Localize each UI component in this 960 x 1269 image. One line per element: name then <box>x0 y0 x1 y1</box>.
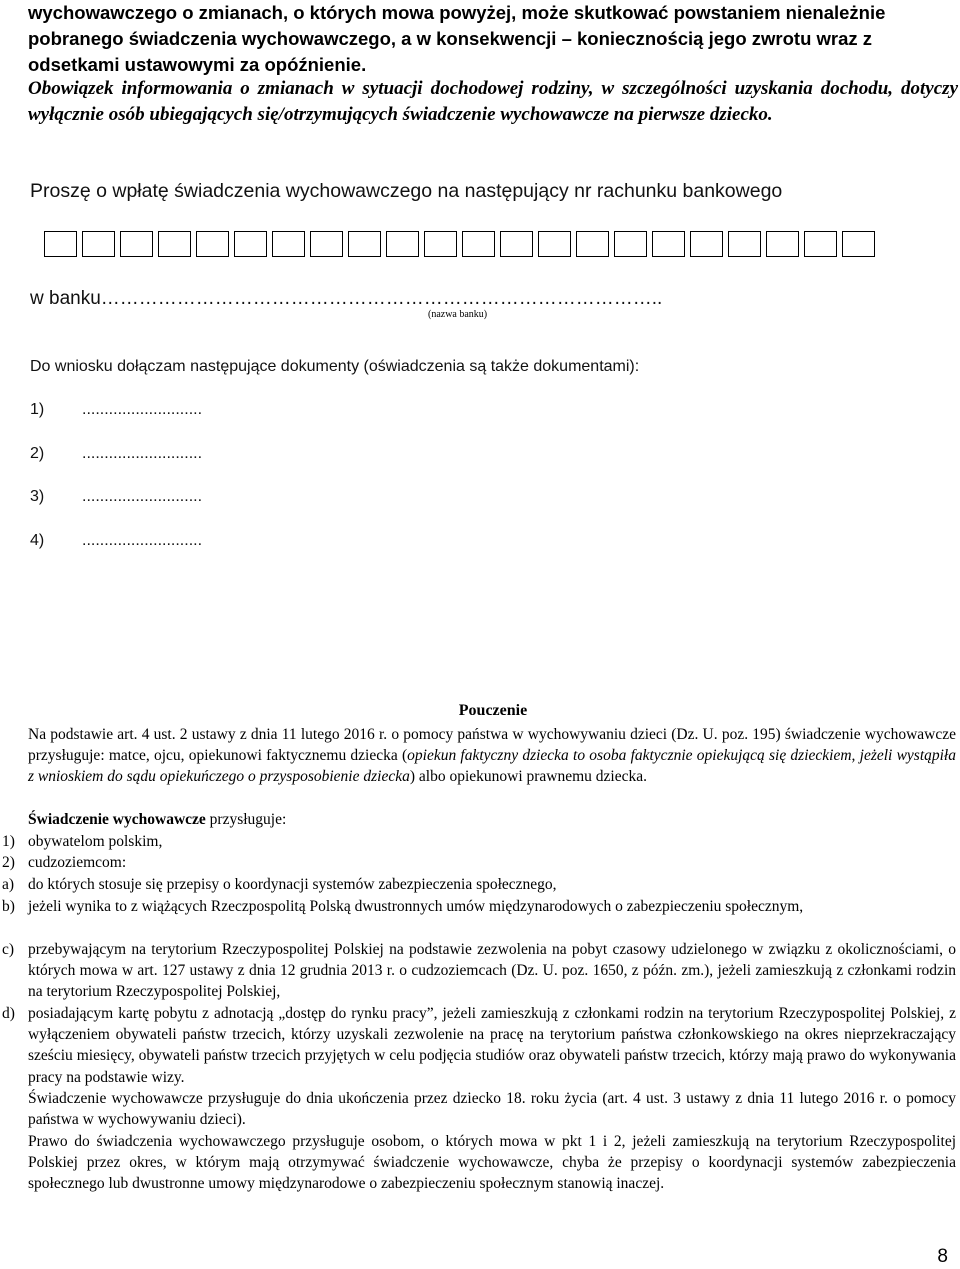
account-digit-box[interactable] <box>614 231 647 257</box>
item-mark: b) <box>2 898 15 915</box>
item-mark: 1) <box>2 833 15 850</box>
account-digit-box[interactable] <box>386 231 419 257</box>
obligation-notice: Obowiązek informowania o zmianach w sytuacji dochodowej rodziny, w szczególności uzyskania dochodu, dotyczy wyłącznie osób ubiegających się/otrzymujących świadczenie wychowawcze na pierwsze dziecko. <box>28 78 958 125</box>
item-mark: a) <box>2 876 15 893</box>
account-digit-box[interactable] <box>120 231 153 257</box>
para1-part-a: Na podstawie art. 4 ust. 2 ustawy z dnia 11 lutego 2016 r. o pomocy państwa w wychowywaniu dzieci (Dz. U. poz. 195) świadczenie wychowawcze przysługuje: matce, ojcu, opiekunowi faktycznemu dziecka ( <box>28 726 956 765</box>
account-digit-box[interactable] <box>538 231 571 257</box>
para2-bold: Świadczenie wychowawcze <box>28 811 206 828</box>
bank-name-hint: (nazwa banku) <box>428 309 488 320</box>
pouczenie-paragraph-4: Prawo do świadczenia wychowawczego przysługuje osobom, o których mowa w pkt 1 i 2, jeżeli zamieszkują na terytorium Rzeczypospolitej Polskiej przez okres, w którym mają otrzymywać świadczenie wychowawcze, chyba że przepisy o koordynacji systemów zabezpieczenia społecznego lub dwustronne umowy międzynarodowe o zabezpieczeniu społecznym stanowią inaczej. <box>28 1133 956 1193</box>
para1-part-c: ) albo opiekunowi prawnemu dziecka. <box>409 768 647 786</box>
account-digit-box[interactable] <box>44 231 77 257</box>
para1-part-b: opiekun faktyczny dziecka to osoba faktycznie opiekującą się dzieckiem, jeżeli wystąpiła z wnioskiem do sądu opiekuńczego o przysposobienie dziecka <box>28 747 956 786</box>
attachment-text: ........................... <box>82 488 203 505</box>
account-digit-box[interactable] <box>462 231 495 257</box>
bank-dots: …………………………………………………………………………….. <box>100 288 663 309</box>
account-digit-box[interactable] <box>652 231 685 257</box>
item-mark: 2) <box>2 854 15 871</box>
attachment-text: ........................... <box>82 401 203 418</box>
attachment-number: 4) <box>30 532 45 549</box>
account-digit-box[interactable] <box>310 231 343 257</box>
page-number: 8 <box>937 1246 948 1267</box>
attachment-number: 1) <box>30 401 45 418</box>
attachment-number: 2) <box>30 445 45 462</box>
attachment-item[interactable] <box>30 401 202 419</box>
attachment-item[interactable] <box>30 445 202 463</box>
top-notice <box>28 0 958 78</box>
top-notice-line-2: pobranego świadczenia wychowawczego, a w konsekwencji – koniecznością jego zwrotu wraz z <box>28 28 873 49</box>
attachment-text: ........................... <box>82 532 203 549</box>
item-mark: c) <box>2 941 15 958</box>
account-digit-box[interactable] <box>728 231 761 257</box>
attachment-text: ........................... <box>82 445 203 462</box>
top-notice-line-1: wychowawczego o zmianach, o których mowa powyżej, może skutkować powstaniem nienależnie <box>28 2 886 23</box>
bank-label: w banku <box>30 288 101 309</box>
attachment-item[interactable] <box>30 488 202 506</box>
account-number-boxes[interactable] <box>44 231 880 257</box>
account-digit-box[interactable] <box>348 231 381 257</box>
pouczenie-paragraph-2 <box>28 809 956 830</box>
account-digit-box[interactable] <box>234 231 267 257</box>
account-prompt: Proszę o wpłatę świadczenia wychowawczego na następujący nr rachunku bankowego <box>30 180 783 202</box>
para2-rest: przysługuje: <box>205 811 287 828</box>
item-text: posiadającym kartę pobytu z adnotacją „dostęp do rynku pracy”, jeżeli zamieszkują z członkami rodzin na terytorium Rzeczypospolitej Polskiej, z wyłączeniem obywateli państw trzecich, którzy uzyskali zezwolenie na pracę na terytorium państwa członkowskiego na okres nieprzekraczający sześciu miesięcy, obywateli państw trzecich przyjętych w celu podjęcia studiów oraz obywateli państw trzecich, którzy mają prawo do wykonywania pracy na podstawie wizy. <box>28 1005 956 1086</box>
account-digit-box[interactable] <box>158 231 191 257</box>
pouczenie-title: Pouczenie <box>458 702 528 719</box>
account-digit-box[interactable] <box>424 231 457 257</box>
account-digit-box[interactable] <box>690 231 723 257</box>
account-digit-box[interactable] <box>804 231 837 257</box>
attachments-intro: Do wniosku dołączam następujące dokumenty (oświadczenia są także dokumentami): <box>30 358 640 375</box>
bank-name-field[interactable] <box>30 288 662 310</box>
account-digit-box[interactable] <box>500 231 533 257</box>
account-digit-box[interactable] <box>842 231 875 257</box>
top-notice-line-3: odsetkami ustawowymi za opóźnienie. <box>28 54 367 75</box>
account-digit-box[interactable] <box>576 231 609 257</box>
attachment-number: 3) <box>30 488 45 505</box>
pouczenie-paragraph-1 <box>28 724 956 788</box>
item-text: jeżeli wynika to z wiążących Rzeczpospolitą Polską dwustronnych umów międzynarodowych o zabezpieczeniu społecznym, <box>28 898 804 915</box>
account-digit-box[interactable] <box>196 231 229 257</box>
item-text: przebywającym na terytorium Rzeczypospolitej Polskiej na podstawie zezwolenia na pobyt czasowy udzielonego w związku z okolicznościami, o których mowa w art. 127 ustawy z dnia 12 grudnia 2013 r. o cudzoziemcach (Dz. U. poz. 1650, z późn. zm.), jeżeli zamieszkują z członkami rodzin na terytorium Rzeczypospolitej Polskiej, <box>28 941 956 1001</box>
attachment-item[interactable] <box>30 532 202 550</box>
account-digit-box[interactable] <box>766 231 799 257</box>
account-digit-box[interactable] <box>272 231 305 257</box>
pouczenie-paragraph-3: Świadczenie wychowawcze przysługuje do dnia ukończenia przez dziecko 18. roku życia (art. 4 ust. 3 ustawy z dnia 11 lutego 2016 r. o pomocy państwa w wychowywaniu dzieci). <box>28 1090 956 1129</box>
item-text: do których stosuje się przepisy o koordynacji systemów zabezpieczenia społecznego, <box>28 876 557 893</box>
item-text: obywatelom polskim, <box>28 833 163 850</box>
item-text: cudzoziemcom: <box>28 854 127 871</box>
item-mark: d) <box>2 1005 15 1022</box>
account-digit-box[interactable] <box>82 231 115 257</box>
